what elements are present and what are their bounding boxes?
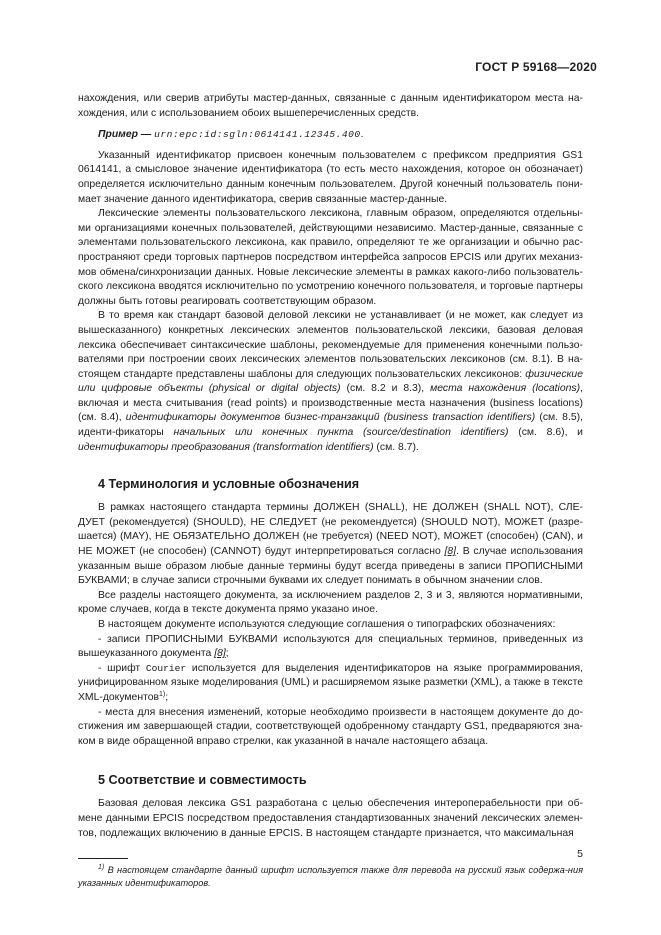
paragraph-0: нахождения, или сверив атрибуты мастер-данных, связанные с данным идентификатором места на-хождения, или с использованием обоих вышеперечисленных средств. (78, 93, 583, 119)
page-number: 5 (577, 848, 583, 860)
s4-p5-text-b: используется для выделения идентификаторов на языке программирования, унифицированном языке моделирования (UML) и расширяемом языке разметки (XML), а также в тексте XML-документов (78, 662, 584, 703)
section-4-list-item-3: - места для внесения изменений, которые необходимо произвести в настоящем документе до до-стижения им завершающей стадии, соответствующей одобренному стандарту GS1, предваряются зна-ком в виде обращенной вправо стрелки, как указанной в начале настоящего абзаца. (78, 706, 583, 747)
p3-text-f: (см. 8.7). (373, 441, 419, 453)
reference-8-b: [8] (214, 648, 226, 660)
courier-sample: Courier (145, 662, 187, 674)
paragraph-2: Лексические элементы пользовательского лексикона, главным образом, определяются отдельны-ми организациями конечных пользователей, действующими независимо. Мастер-данные, связанные с элементами пользовательского лексикона, как правило, определяют те же организации и обычно рас-пространяют среди торговых партнеров посредством интерфейса запросов EPCIS или других механиз-мов обмена/синхронизации данных. Новые лексические элементы в рамках какого-либо пользователь-ского лексикона вводятся исключительно по усмотрению конечного пользователя, и торговые партнеры должны быть готовы реагировать соответствующим образом. (78, 208, 583, 307)
example-end: . (360, 129, 364, 141)
s4-p4-text-a: - записи ПРОПИСНЫМИ БУКВАМИ используются для специальных терминов, приведенных из вышеуказанного документа (78, 633, 583, 660)
section-4-paragraph-2: Все разделы настоящего документа, за исключением разделов 2, 3 и 3, являются нормативными, кроме случаев, когда в тексте документа прямо указано иное. (78, 589, 583, 616)
section-4-list-item-2 (78, 662, 583, 706)
p3-italic-5: идентификаторы преобразования (transformation identifiers) (78, 441, 374, 453)
s4-p4-text-b: ; (225, 648, 229, 660)
p3-text-c: , включая и места считывания (read points) и производственные места назначения (business locations) (см. 8.4), (78, 383, 583, 424)
standard-header: ГОСТ Р 59168—2020 (475, 60, 597, 74)
p3-italic-2: места нахождения (locations) (430, 383, 581, 395)
section-4-heading: 4 Терминология и условные обозначения (98, 477, 360, 492)
p3-text-a: В то время как стандарт базовой деловой лексики не устанавливает (и не может, как следует из вышесказанного) конкретных лексических элементов пользовательской лексики, базовая деловая лексика обеспечивает синтаксические шаблоны, рекомендуемые для применения конечными пользо-вателями при построении своих лексических элементов пользовательских лексиконов (см. 8.1). В на-стоящем стандарте представлены шаблоны для следующих пользовательских лексиконов: (78, 310, 583, 380)
section-5-heading: 5 Соответствие и совместимость (98, 773, 307, 788)
p3-italic-4: начальных или конечных пункта (source/destination identifiers) (173, 427, 509, 439)
s4-p1-text-a: В рамках настоящего стандарта термины ДОЛЖЕН (SHALL), НЕ ДОЛЖЕН (SHALL NOT), СЛЕ-ДУЕТ (рекомендуется) (SHOULD), НЕ СЛЕДУЕТ (не рекомендуется) (SHOULD NOT), МОЖЕТ (разре-шается) (MAY), НЕ ОБЯЗАТЕЛЬНО ДОЛЖЕН (не требуется) (NEED NOT), МОЖЕТ (способен) (CAN), и НЕ МОЖЕТ (не способен) (CANNOT) будут интерпретироваться согласно (78, 502, 583, 558)
footnote-text: В настоящем стандарте данный шрифт используется также для перевода на русский язык содержа-ния указанных идентификаторов. (78, 865, 583, 889)
paragraph-1: Указанный идентификатор присвоен конечным пользователем с префиксом предприятия GS1 0614141, а смысловое значение идентификатора (то есть место нахождения, которое он обозначает) определяется исключительно данным конечным пользователем. Другой конечный пользователь пони-мает значение данного идентификатора, сверив связанные мастер-данные. (78, 149, 583, 205)
page-content (78, 92, 583, 890)
footnote-mark: 1) (98, 864, 105, 872)
section-4-paragraph-1 (78, 501, 583, 589)
example-line (78, 128, 583, 143)
s4-p1-text-b: . В случае использования указанным выше образом любые данные термины будут всегда приведены в записи ПРОПИСНЫМИ БУКВАМИ; в случае записи строчными буквами их следует понимать в обычном значении слов. (78, 546, 583, 587)
p3-text-d: (см. 8.5), иденти-фикаторы (78, 412, 583, 439)
p3-text-e: (см. 8.6), и (508, 427, 583, 439)
p3-italic-3: идентификаторы документов бизнес-транзакций (business transaction identifiers) (125, 412, 536, 424)
example-code: urn:epc:id:sgln:0614141.12345.400 (154, 129, 361, 141)
s4-p5-text-a: - шрифт (98, 662, 146, 674)
paragraph-3 (78, 309, 583, 455)
p3-text-b: (см. 8.2 и 8.3), (340, 383, 431, 395)
footnote (78, 864, 583, 890)
p3-italic-1: физические или цифровые объекты (physical or digital objects) (78, 368, 583, 395)
example-label: Пример — (98, 129, 152, 141)
s4-p5-text-c: ; (165, 691, 169, 703)
footnote-divider (78, 858, 128, 859)
reference-8-a: [8] (444, 546, 457, 558)
section-4-paragraph-3: В настоящем документе используются следующие соглашения о типографских обозначениях: (98, 619, 556, 630)
footnote-reference: 1) (159, 690, 166, 698)
section-4-list-item-1 (78, 633, 583, 662)
section-5-paragraph-1: Базовая деловая лексика GS1 разработана с целью обеспечения интероперабельности при об-мене данными EPCIS посредством предоставления стандартизованных значений лексических элемен-тов, подлежащих включению в данные EPCIS. В настоящем стандарте признается, что максимальная (78, 798, 583, 839)
